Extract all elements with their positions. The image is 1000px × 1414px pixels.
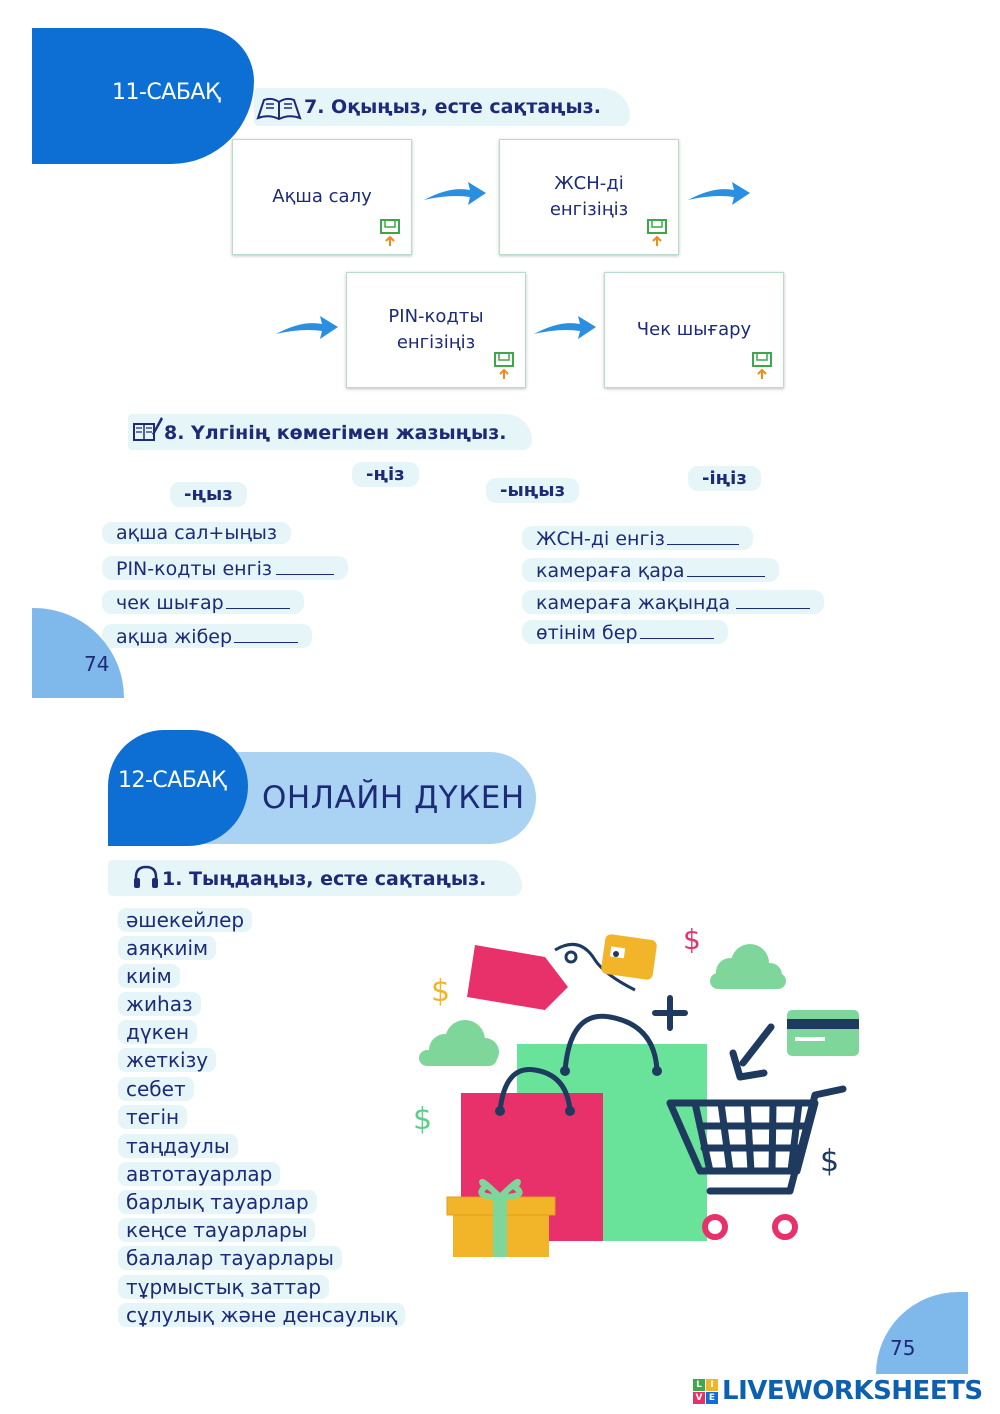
exercise-text: камераға жақында [536, 592, 731, 614]
atm-cash-icon [493, 351, 515, 381]
vocab-word: әшекейлер [118, 908, 252, 932]
task-8-title: 8. Үлгінің көмегімен жазыңыз. [164, 422, 507, 444]
vocab-word: тегін [118, 1105, 187, 1129]
flow-card-3 [346, 272, 526, 388]
down-arrow-icon [733, 1027, 771, 1077]
vocab-word: кеңсе тауарлары [118, 1218, 315, 1242]
vocab-word: себет [118, 1077, 194, 1101]
vocab-word: тұрмыстық заттар [118, 1275, 329, 1299]
price-tag-icon [467, 945, 568, 1010]
exercise-line-left-1 [102, 522, 291, 544]
right-arrow-icon [532, 312, 598, 342]
flow-card-2 [499, 139, 679, 255]
lesson-11-label: 11-САБАҚ [112, 80, 221, 105]
lesson-11-badge [32, 28, 254, 164]
page-number-75 [876, 1292, 968, 1374]
online-shopping-illustration [405, 915, 870, 1260]
credit-card-icon [787, 1010, 859, 1056]
exercise-text: өтінім бер [536, 622, 638, 644]
live-badge-icon [693, 1379, 718, 1404]
brand-text: LIVEWORKSHEETS [722, 1376, 983, 1406]
exercise-line-right-4 [522, 620, 728, 644]
task-1-title: 1. Тыңдаңыз, есте сақтаңыз. [162, 868, 487, 890]
flow-card-4-text: Чек шығару [636, 319, 752, 340]
dollar-icon: $ [683, 923, 701, 956]
lesson-12-title: ОНЛАЙН ДҮКЕН [262, 780, 525, 816]
answer-blank[interactable] [667, 526, 739, 545]
open-book-icon [254, 94, 304, 122]
badge-letter: V [693, 1392, 705, 1404]
answer-blank[interactable] [736, 590, 810, 609]
exercise-text: PIN-кодты енгіз [116, 558, 272, 580]
vocab-word: сұлулық және денсаулық [118, 1303, 405, 1327]
page-number-74 [32, 608, 124, 698]
vocab-word: барлық тауарлар [118, 1190, 317, 1214]
suffix-tag: -ыңыз [486, 478, 579, 503]
cloud-icon [419, 1020, 499, 1066]
exercise-line-right-2 [522, 558, 779, 582]
exercise-line-left-3 [102, 590, 304, 614]
dollar-icon: $ [413, 1102, 433, 1137]
exercise-line-right-1 [522, 526, 753, 550]
cart-wheel [705, 1217, 725, 1237]
page-number-text: 75 [890, 1336, 916, 1360]
exercise-text: ақша жібер [116, 626, 233, 648]
exercise-line-right-3 [522, 590, 824, 614]
vocab-word: аяқкиім [118, 936, 216, 960]
answer-blank[interactable] [640, 620, 714, 639]
answer-blank[interactable] [276, 556, 334, 575]
headphones-icon [132, 864, 160, 890]
suffix-tag: -ңіз [352, 462, 419, 487]
exercise-text: ақша сал+ыңыз [116, 522, 277, 544]
atm-cash-icon [379, 218, 401, 248]
right-arrow-icon [274, 312, 340, 342]
badge-letter: I [706, 1379, 718, 1391]
dollar-icon: $ [431, 974, 451, 1009]
flow-card-1 [232, 139, 412, 255]
answer-blank[interactable] [226, 590, 290, 609]
vocab-word: киім [118, 964, 180, 988]
flow-card-4 [604, 272, 784, 388]
flow-card-2-text: ЖСН-ді енгізіңіз [549, 173, 629, 220]
dollar-icon: $ [820, 1144, 840, 1179]
flow-card-3-text: PIN-кодты енгізіңіз [388, 306, 484, 353]
suffix-tag: -іңіз [688, 466, 761, 491]
atm-cash-icon [751, 351, 773, 381]
right-arrow-icon [686, 178, 752, 208]
badge-letter: E [706, 1392, 718, 1404]
vocab-word: жеткізу [118, 1048, 216, 1072]
exercise-text: ЖСН-ді енгіз [536, 528, 665, 550]
vocab-word: автотауарлар [118, 1162, 280, 1186]
exercise-line-left-4 [102, 624, 312, 648]
right-arrow-icon [422, 178, 488, 208]
notebook-pencil-icon [132, 414, 164, 444]
flow-card-1-text: Ақша салу [272, 186, 372, 207]
page-number-text: 74 [84, 652, 110, 676]
cart-wheel [775, 1217, 795, 1237]
vocab-word: таңдаулы [118, 1134, 238, 1158]
atm-cash-icon [646, 218, 668, 248]
suffix-tag: -ңыз [170, 482, 247, 507]
wallet-icon [600, 934, 657, 981]
lesson-12-label: 12-САБАҚ [118, 768, 227, 793]
liveworksheets-logo[interactable] [693, 1376, 983, 1406]
task-7-title: 7. Оқыңыз, есте сақтаңыз. [304, 96, 601, 118]
exercise-line-left-2 [102, 556, 348, 580]
cloud-icon [710, 944, 786, 989]
badge-letter: L [693, 1379, 705, 1391]
plus-icon [655, 998, 685, 1028]
vocab-word: дүкен [118, 1020, 197, 1044]
exercise-text: камераға қара [536, 560, 685, 582]
exercise-text: чек шығар [116, 592, 224, 614]
answer-blank[interactable] [687, 558, 765, 577]
vocab-word: балалар тауарлары [118, 1246, 342, 1270]
vocab-word: жиһаз [118, 992, 201, 1016]
lesson-12-badge [108, 730, 248, 846]
answer-blank[interactable] [234, 624, 298, 643]
